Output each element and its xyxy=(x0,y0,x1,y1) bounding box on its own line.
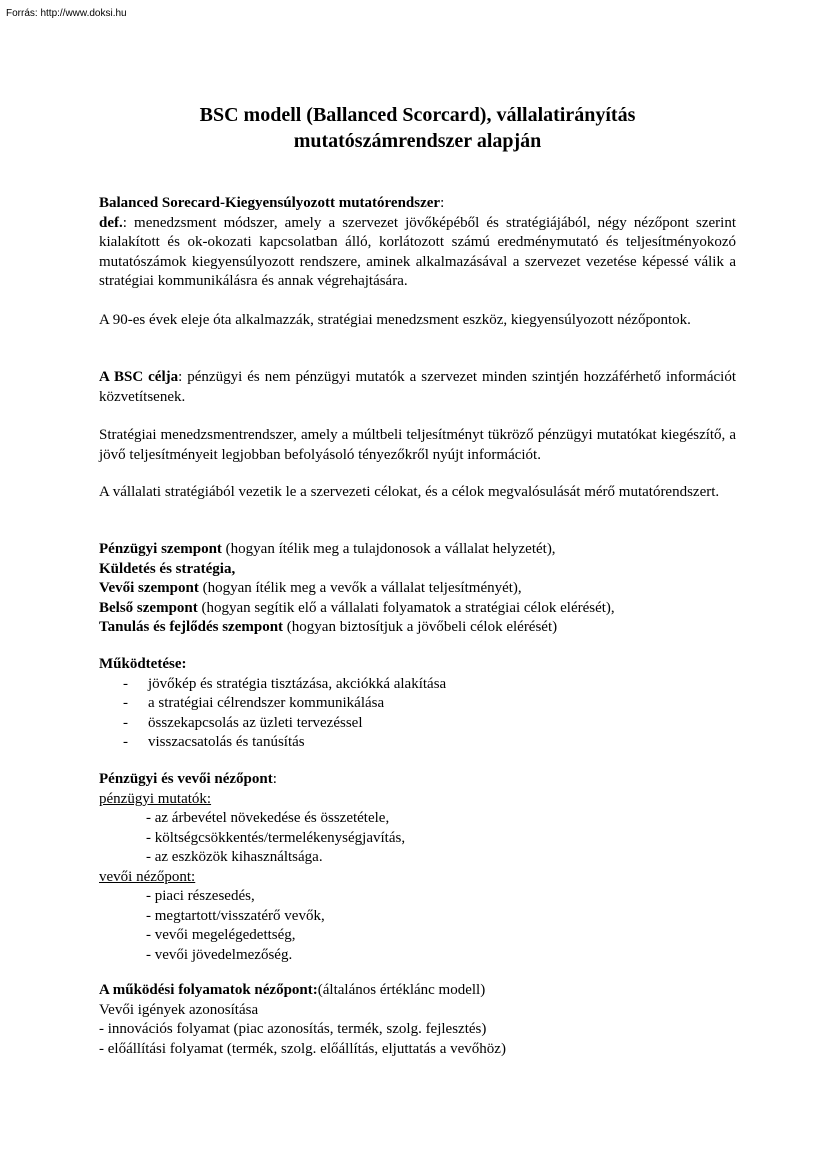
source-note: Forrás: http://www.doksi.hu xyxy=(6,8,127,19)
operation-list xyxy=(99,675,736,753)
operation-section xyxy=(99,655,736,753)
perspective-item: Pénzügyi szempont (hogyan ítélik meg a tulajdonosok a vállalat helyzetét), xyxy=(99,541,556,557)
list-item: - jövőkép és stratégia tisztázása, akciókká alakítása xyxy=(123,675,447,692)
title-line-2: mutatószámrendszer alapján xyxy=(293,130,542,152)
perspective-item: Belső szempont (hogyan segítik elő a vállalati folyamatok a stratégiai célok elérését), xyxy=(99,599,615,616)
list-item: - a stratégiai célrendszer kommunikálása xyxy=(123,695,385,711)
goal-paragraph: A BSC célja: pénzügyi és nem pénzügyi mutatók a szervezet minden szintjén hozzáférhető információt közvetítsenek. xyxy=(99,369,736,405)
customer-list xyxy=(99,887,736,965)
customer-label: vevői nézőpont: xyxy=(99,868,196,885)
processes-line: - előállítási folyamat (termék, szolg. előállítás, eljuttatás a vevőhöz) xyxy=(99,1040,506,1057)
list-item: - az eszközök kihasználtsága. xyxy=(146,849,323,865)
list-item: - költségcsökkentés/termelékenységjavítás, xyxy=(146,829,406,846)
definition-heading: Balanced Sorecard-Kiegyensúlyozott mutatórendszer: xyxy=(99,195,445,211)
title-line-1: BSC modell (Ballanced Scorcard), vállalatirányítás xyxy=(199,104,636,126)
list-item: - az árbevétel növekedése és összetétele, xyxy=(146,810,390,826)
financial-customer-section xyxy=(99,770,736,965)
list-item: - megtartott/visszatérő vevők, xyxy=(146,907,325,924)
processes-line: - innovációs folyamat (piac azonosítás, termék, szolg. fejlesztés) xyxy=(99,1021,487,1037)
financial-label: pénzügyi mutatók: xyxy=(99,790,212,807)
processes-section xyxy=(99,981,736,1059)
perspective-item: Küldetés és stratégia, xyxy=(99,560,236,577)
list-item: - piaci részesedés, xyxy=(146,888,255,904)
operation-heading: Működtetése: xyxy=(99,656,187,672)
definition-text: def.: menedzsment módszer, amely a szervezet jövőképéből és stratégiájából, négy nézőpont szerint kialakított és ok-okozati kapcsolatban álló, korlátozott számú eredménymutató és teljesítményokozó mutatószámok kiegyensúlyozott rendszere, aminek alkalmazásával a szervezet vezetése képessé válik a stratégiai kommunikálásra és annak végrehajtására. xyxy=(99,214,736,289)
processes-line: Vevői igények azonosítása xyxy=(99,1001,259,1018)
financial-customer-heading: Pénzügyi és vevői nézőpont: xyxy=(99,771,277,787)
strategic-paragraph: Stratégiai menedzsmentrendszer, amely a múltbeli teljesítményt tükröző pénzügyi mutatókat kiegészítő, a jövő teljesítményeit legjobban befolyásoló tényezőkről nyújt információt. xyxy=(99,427,736,463)
list-item: - vevői megelégedettség, xyxy=(146,927,296,943)
perspective-item: Tanulás és fejlődés szempont (hogyan biztosítjuk a jövőbeli célok elérését) xyxy=(99,619,558,635)
definition-paragraph xyxy=(99,194,736,292)
perspective-item: Vevői szempont (hogyan ítélik meg a vevők a vállalat teljesítményét), xyxy=(99,580,522,596)
financial-list xyxy=(99,809,736,868)
list-item: - összekapcsolás az üzleti tervezéssel xyxy=(123,714,363,731)
goal-label: A BSC célja xyxy=(99,369,179,385)
perspectives-list xyxy=(99,540,736,638)
page-title xyxy=(99,102,736,154)
derive-paragraph: A vállalati stratégiából vezetik le a szervezeti célokat, és a célok megvalósulását mérő mutatórendszert. xyxy=(99,484,720,500)
paragraph-90s: A 90-es évek eleje óta alkalmazzák, stratégiai menedzsment eszköz, kiegyensúlyozott nézőpontok. xyxy=(99,312,691,328)
list-item: - visszacsatolás és tanúsítás xyxy=(123,734,305,750)
processes-heading: A működési folyamatok nézőpont:(általános értéklánc modell) xyxy=(99,982,486,998)
list-item: - vevői jövedelmezőség. xyxy=(146,946,293,963)
